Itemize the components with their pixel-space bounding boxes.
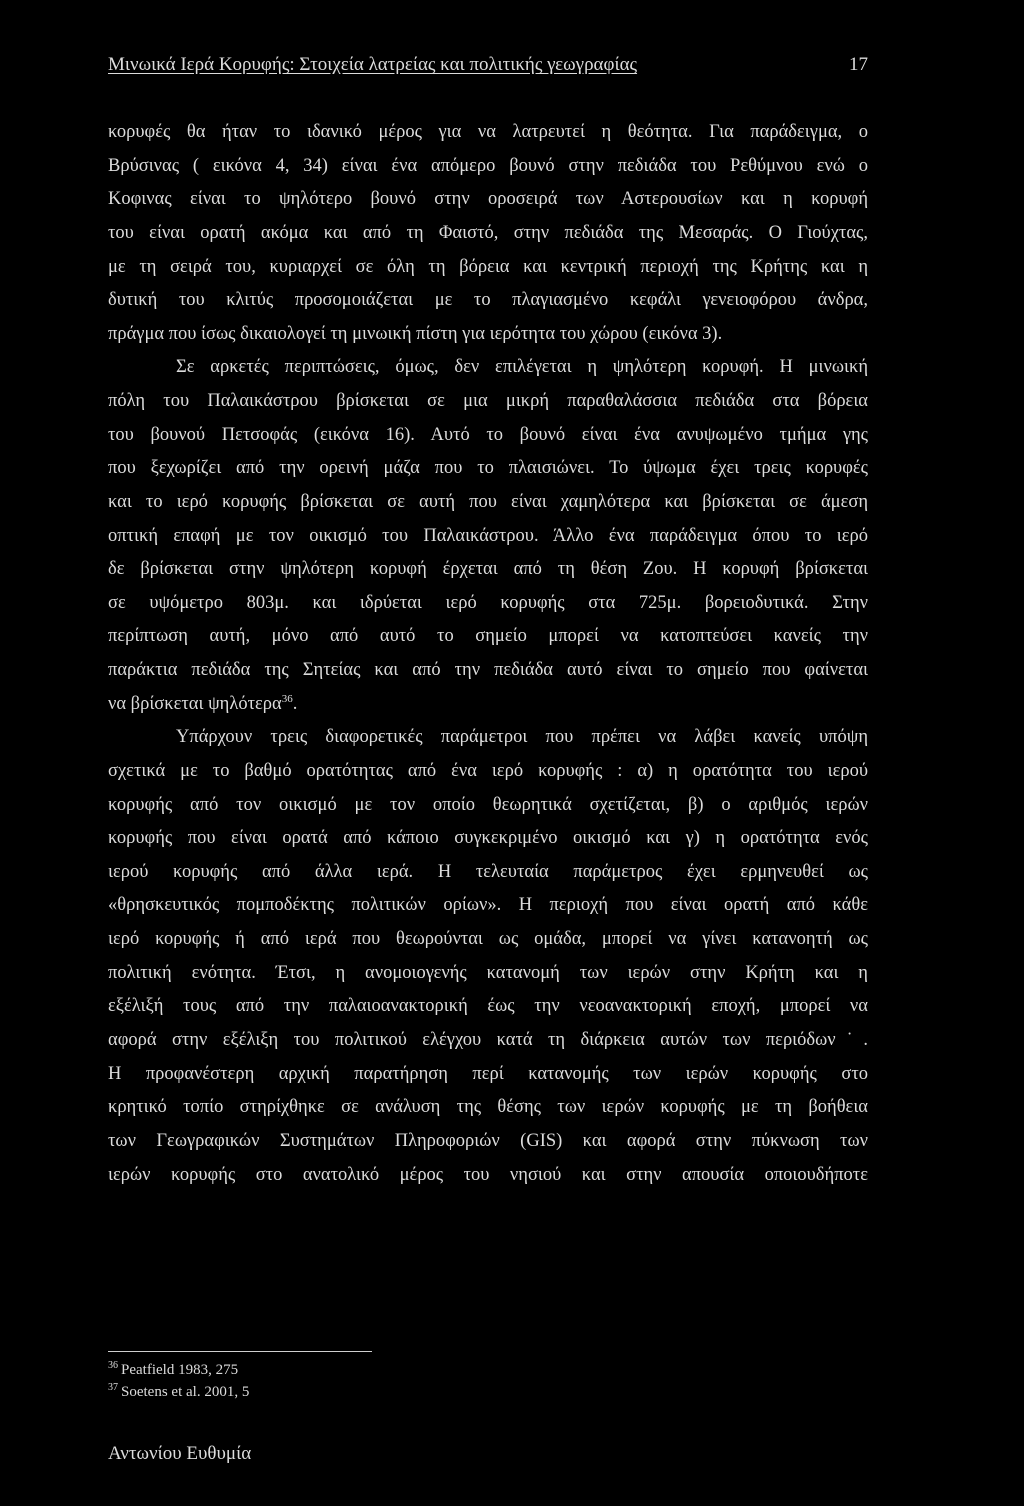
- body-line: και το ιερό κορυφής βρίσκεται σε αυτή που είναι χαμηλότερα και βρίσκεται σε άμεση: [108, 491, 868, 512]
- body-line: Σε αρκετές περιπτώσεις, όμως, δεν επιλέγεται η ψηλότερη κορυφή. Η μινωική: [176, 357, 868, 378]
- body-line: «θρησκευτικός πομποδέκτης πολιτικών ορίων». Η περιοχή που είναι ορατή από κάθε: [108, 895, 868, 916]
- body-line: Βρύσινας ( εικόνα 4, 34) είναι ένα απόμερο βουνό στην πεδιάδα του Ρεθύμνου ενώ ο: [108, 155, 868, 176]
- body-line: σε υψόμετρο 803μ. και ιδρύεται ιερό κορυφής στα 725μ. βορειοδυτικά. Στην: [108, 592, 868, 613]
- body-line: που ξεχωρίζει από την ορεινή μάζα που το πλαισιώνει. Το ύψωμα έχει τρεις κορυφές: [108, 458, 868, 479]
- page-number: 17: [849, 54, 868, 75]
- body-line: οπτική επαφή με τον οικισμό του Παλαικάστρου. Άλλο ένα παράδειγμα όπου το ιερό: [108, 525, 868, 546]
- body-line: περίπτωση αυτή, μόνο από αυτό το σημείο μπορεί να κατοπτεύσει κανείς την: [108, 626, 868, 647]
- footnote-36: $^{36}$ Peatfield 1983, 275: [108, 1360, 239, 1378]
- body-line: πράγμα που ίσως δικαιολογεί τη μινωική πίστη για ιερότητα του χώρου (εικόνα 3).: [108, 323, 723, 344]
- footnote-divider: [108, 1351, 372, 1352]
- body-line: ιερών κορυφής στο ανατολικό μέρος του νησιού και στην απουσία οποιουδήποτε: [108, 1164, 868, 1185]
- body-line: των Γεωγραφικών Συστημάτων Πληροφοριών (GIS) και αφορά στην πύκνωση των: [108, 1130, 868, 1151]
- body-line: κορυφές θα ήταν το ιδανικό μέρος για να λατρευτεί η θεότητα. Για παράδειγμα, ο: [108, 122, 868, 142]
- body-line: κορυφής από τον οικισμό με τον οποίο θεωρητικά σχετίζεται, β) ο αριθμός ιερών: [108, 794, 868, 815]
- body-line: δυτική του κλιτύς προσομοιάζεται με το πλαγιασμένο κεφάλι γενειοφόρου άνδρα,: [108, 290, 868, 311]
- body-line: κορυφής που είναι ορατά από κάποιο συγκεκριμένο οικισμό και γ) η ορατότητα ενός: [108, 828, 868, 849]
- body-line: με τη σειρά του, κυριαρχεί σε όλη τη βόρεια και κεντρική περιοχή της Κρήτης και η: [108, 256, 868, 277]
- body-line: δε βρίσκεται στην ψηλότερη κορυφή έρχεται από τη θέση Ζου. Η κορυφή βρίσκεται: [108, 559, 868, 580]
- body-line: παράκτια πεδιάδα της Σητείας και από την πεδιάδα αυτό είναι το σημείο που φαίνεται: [108, 660, 868, 681]
- body-line: ιερό κορυφής ή από ιερά που θεωρούνται ως ομάδα, μπορεί να γίνει κατανοητή ως: [108, 929, 868, 950]
- body-line: κρητικό τοπίο στηρίχθηκε σε ανάλυση της θέσης των ιερών κορυφής με τη βοήθεια: [108, 1097, 868, 1118]
- body-line: Κοφινας είναι το ψηλότερο βουνό στην οροσειρά των Αστερουσίων και η κορυφή: [108, 189, 868, 210]
- running-header: [108, 54, 868, 82]
- body-line: εξέλιξή τους από την παλαιοανακτορική έως την νεοανακτορική εποχή, μπορεί να: [108, 996, 868, 1017]
- footnote-ref: 36: [281, 692, 293, 705]
- body-line: του βουνού Πετσοφάς (εικόνα 16). Αυτό το βουνό είναι ένα ανυψωμένο τμήμα γης: [108, 424, 868, 445]
- body-line: αφορά στην εξέλιξη του πολιτικού ελέγχου κατά τη διάρκεια αυτών των περιόδων˙.: [108, 1030, 868, 1050]
- body-line: Η προφανέστερη αρχική παρατήρηση περί κατανομής των ιερών κορυφής στο: [108, 1063, 868, 1084]
- footnote-37: $^{37}$ Soetens et al. 2001, 5: [108, 1382, 250, 1400]
- body-line: να βρίσκεται ψηλότερα$^{36}$.: [108, 692, 298, 714]
- body-line: πολιτική ενότητα. Έτσι, η ανομοιογενής κατανομή των ιερών στην Κρήτη και η: [108, 962, 868, 983]
- body-line: ιερού κορυφής από άλλα ιερά. Η τελευταία παράμετρος έχει ερμηνευθεί ως: [108, 861, 868, 882]
- author-footer: Αντωνίου Ευθυμία: [108, 1443, 252, 1464]
- body-line: Υπάρχουν τρεις διαφορετικές παράμετροι που πρέπει να λάβει κανείς υπόψη: [176, 727, 868, 748]
- body-line: πόλη του Παλαικάστρου βρίσκεται σε μια μικρή παραθαλάσσια πεδιάδα στα βόρεια: [108, 391, 868, 412]
- body-line: σχετικά με το βαθμό ορατότητας από ένα ιερό κορυφής : α) η ορατότητα του ιερού: [108, 760, 868, 781]
- header-title: Μινωικά Ιερά Κορυφής: Στοιχεία λατρείας και πολιτικής γεωγραφίας: [108, 54, 638, 75]
- body-line: του είναι ορατή ακόμα και από τη Φαιστό, στην πεδιάδα της Μεσαράς. Ο Γιούχτας,: [108, 222, 868, 243]
